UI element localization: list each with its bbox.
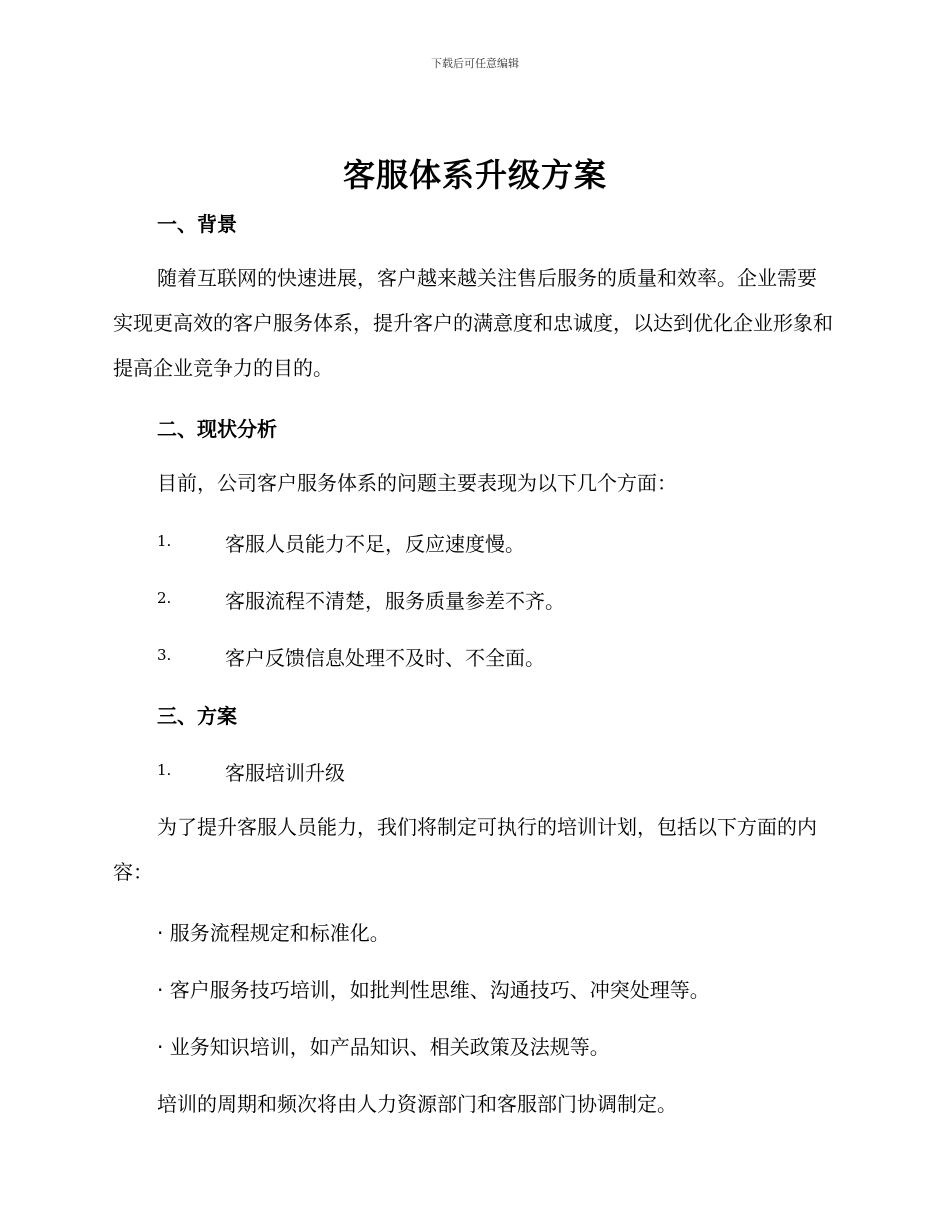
training-closing: 培训的周期和频次将由人力资源部门和客服部门协调制定。 (157, 1092, 677, 1116)
subsection-title: 客服培训升级 (225, 761, 345, 785)
list-item: 客户反馈信息处理不及时、不全面。 (225, 646, 545, 670)
list-item: 客服人员能力不足，反应速度慢。 (225, 532, 525, 556)
subsection-number: 1. (157, 761, 172, 779)
list-item-number: 2. (157, 589, 172, 607)
heading-plan: 三、方案 (157, 704, 237, 728)
heading-background: 一、背景 (157, 212, 237, 236)
bullet-item: · 客户服务技巧培训，如批判性思维、沟通技巧、冲突处理等。 (157, 978, 710, 1002)
heading-status-analysis: 二、现状分析 (157, 417, 277, 441)
background-paragraph: 随着互联网的快速进展，客户越来越关注售后服务的质量和效率。企业需要实现更高效的客户服务体系，提升客户的满意度和忠诚度，以达到优化企业形象和提高企业竞争力的目的。 (113, 266, 833, 380)
bullet-item: · 业务知识培训，如产品知识、相关政策及法规等。 (157, 1035, 610, 1059)
list-item-number: 3. (157, 646, 172, 664)
page-header-note: 下载后可任意编辑 (431, 57, 519, 70)
list-item-number: 1. (157, 532, 172, 550)
bullet-item: · 服务流程规定和标准化。 (157, 921, 390, 945)
document-title: 客服体系升级方案 (342, 156, 607, 194)
list-item: 客服流程不清楚，服务质量参差不齐。 (225, 589, 565, 613)
status-intro: 目前，公司客户服务体系的问题主要表现为以下几个方面： (157, 471, 677, 495)
training-paragraph: 为了提升客服人员能力，我们将制定可执行的培训计划，包括以下方面的内容： (113, 815, 817, 884)
